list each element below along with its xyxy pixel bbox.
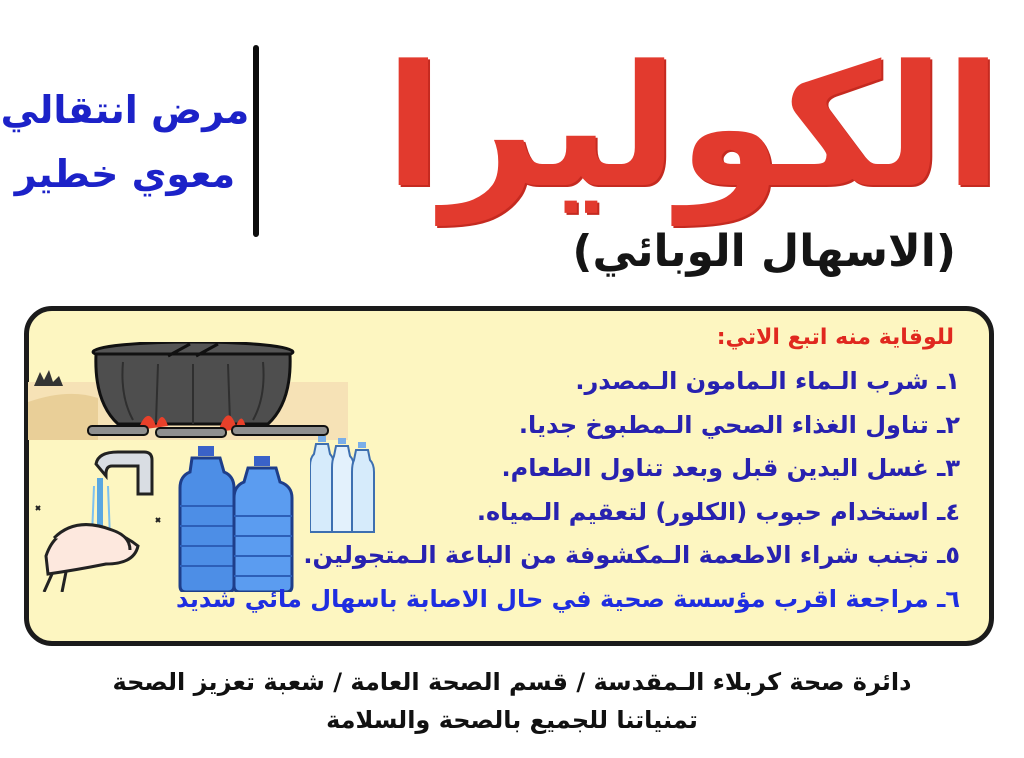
footer-department: دائرة صحة كربلاء الـمقدسة / قسم الصحة العامة / شعبة تعزيز الصحة	[112, 668, 912, 696]
prevention-tip: ٤ـ استخدام حبوب (الكلور) لتعقيم الـمياه.	[476, 497, 960, 526]
prevention-tip: ٥ـ تجنب شراء الاطعمة الـمكشوفة من الباعة الـمتجولين.	[303, 541, 960, 569]
prevention-tip: ٣ـ غسل اليدين قبل وبعد تناول الطعام.	[501, 454, 960, 482]
tagline-line-2: معوي خطير	[14, 152, 236, 196]
prevention-tips-list	[176, 360, 960, 621]
footer-wishes: تمنياتنا للجميع بالصحة والسلامة	[326, 706, 698, 734]
prevention-heading: للوقاية منه اتبع الاتي:	[716, 325, 954, 350]
prevention-tip: ٦ـ مراجعة اقرب مؤسسة صحية في حال الاصابة باسهال مائي شديد	[176, 584, 960, 613]
hand-washing-icon	[26, 446, 174, 592]
title-divider	[253, 45, 259, 237]
poster-subtitle: (الاسهال الوبائي)	[572, 226, 956, 277]
tagline	[0, 78, 250, 206]
poster-title: الكوليرا	[384, 29, 1002, 225]
prevention-tip: ١ـ شرب الـماء الـمامون الـمصدر.	[575, 367, 960, 395]
prevention-tip: ٢ـ تناول الغذاء الصحي الـمطبوخ جديا.	[518, 410, 960, 439]
tagline-line-1: مرض انتقالي	[0, 88, 250, 132]
